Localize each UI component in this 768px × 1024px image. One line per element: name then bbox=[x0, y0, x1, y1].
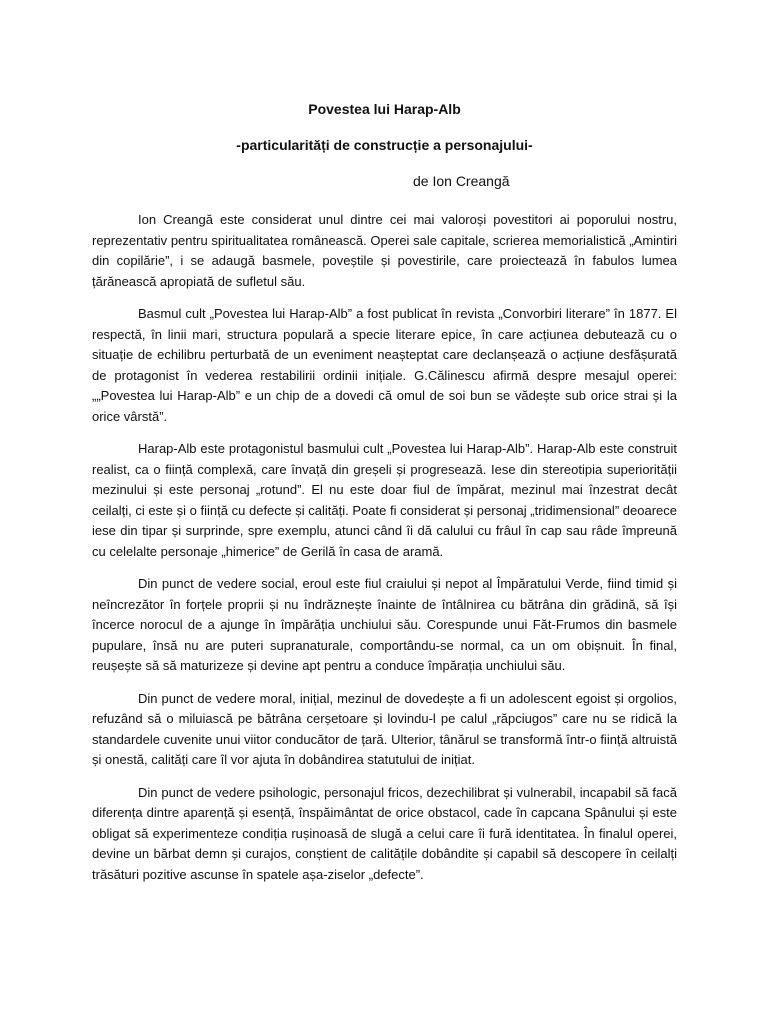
paragraph-psychological: Din punct de vedere psihologic, personajul fricos, dezechilibrat și vulnerabil, incapabil să facă diferența dintre aparență și esență, înspăimântat de orice obstacol, cade în capcana Spânului și este obligat să experimenteze condiția rușinoasă de slugă a celui care îi fură identitatea. În finalul operei, devine un bărbat demn și curajos, conștient de calitățile dobândite și capabil să descopere în ceilalți trăsături pozitive ascunse în spatele așa-ziselor „defecte”. bbox=[92, 784, 677, 882]
document-title: Povestea lui Harap-Alb bbox=[308, 101, 461, 117]
document-page bbox=[92, 100, 677, 897]
paragraph-publication: Basmul cult „Povestea lui Harap-Alb” a fost publicat în revista „Convorbiri literare” în 1877. El respectă, în linii mari, structura populară a specie literare epice, în care acțiunea debutează cu o situație de echilibru perturbată de un eveniment neașteptat care declanșează o acțiune desfășurată de protagonist în vederea restabilirii ordinii inițiale. G.Călinescu afirmă despre mesajul operei: „„Povestea lui Harap-Alb” e un chip de a dovedi că omul de soi bun se vădește sub orice strai și la orice vârstă”. bbox=[92, 306, 677, 424]
paragraph-intro: Ion Creangă este considerat unul dintre cei mai valoroși povestitori ai poporului nostru, reprezentativ pentru spiritualitatea românească. Operei sale capitale, scrierea memorialistică „Amintiri din copilărie”, i se adaugă basmele, poveștile și povestirile, care proiectează în fabulos lumea țărănească apropiată de sufletul său. bbox=[92, 212, 677, 289]
document-subtitle: -particularități de construcție a personajului- bbox=[236, 137, 533, 153]
document-author: de Ion Creangă bbox=[413, 173, 510, 189]
paragraph-social: Din punct de vedere social, eroul este fiul craiului și nepot al Împăratului Verde, fiind timid și neîncrezător în forțele proprii și nu îndrăznește înainte de întâlnirea cu bătrâna din grădină, să își încerce norocul de a ajunge în împărăția unchiului său. Corespunde unui Făt-Frumos din basmele pupulare, însă nu are puteri supranaturale, comportându-se normal, ca un om obișnuit. În final, reușește să să maturizeze și devine apt pentru a conduce împărația unchiului său. bbox=[92, 576, 677, 673]
paragraph-moral: Din punct de vedere moral, inițial, mezinul de dovedește a fi un adolescent egoist și orgolios, refuzând să o miluiască pe bătrâna cerșetoare și lovindu-l pe calul „răpciugos” care nu se ridică la standardele cuvenite unui viitor conducător de țară. Ulterior, tânărul se transformă într-o ființă altruistă și onestă, calități care îl vor ajuta în dobândirea statutului de inițiat. bbox=[92, 690, 677, 767]
paragraph-protagonist: Harap-Alb este protagonistul basmului cult „Povestea lui Harap-Alb”. Harap-Alb este construit realist, ca o ființă complexă, care învață din greșeli și progresează. Iese din stereotipia superiorității mezinului și este personaj „rotund”. El nu este doar fiul de împărat, mezinul mai înzestrat decât ceilalți, ci este și o ființă cu defecte și calități. Poate fi considerat și personaj „tridimensional” deoarece iese din tipar și surprinde, spre exemplu, atunci când îi dă calului cu frâul în cap sau râde împreună cu celelalte personaje „himerice” de Gerilă în casa de aramă. bbox=[92, 441, 677, 559]
